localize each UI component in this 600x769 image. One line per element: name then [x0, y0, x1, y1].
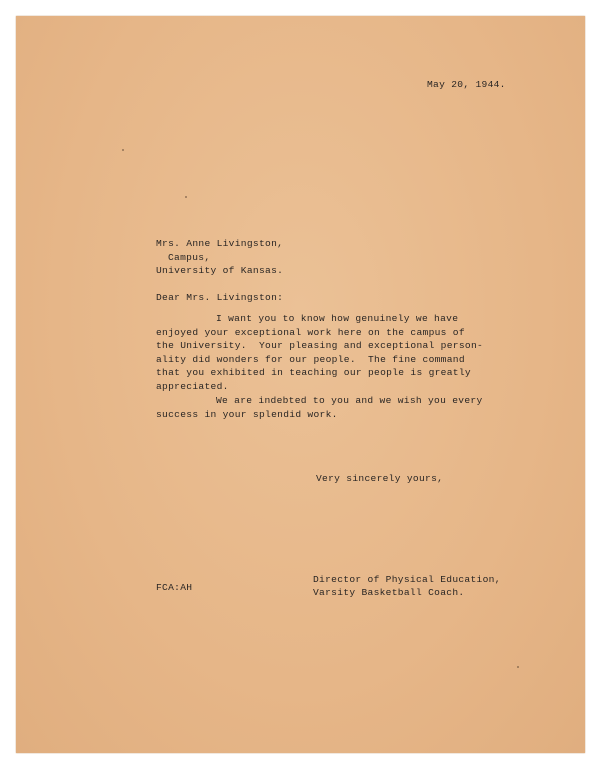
recipient-address-line-2: University of Kansas. — [156, 265, 284, 276]
paragraph-2-line: We are indebted to you and we wish you every — [216, 395, 483, 406]
letter-date: May 20, 1944. — [427, 79, 506, 90]
paper-speck — [185, 196, 187, 198]
paragraph-1-line: ality did wonders for our people. The fine command — [156, 354, 465, 365]
paper-speck — [122, 149, 124, 151]
recipient-address-line-1: Campus, — [168, 252, 211, 263]
closing: Very sincerely yours, — [316, 473, 444, 484]
paragraph-1-line: appreciated. — [156, 381, 229, 392]
paragraph-1-line: the University. Your pleasing and exceptional person- — [156, 340, 484, 351]
paragraph-1-line: I want you to know how genuinely we have — [216, 313, 459, 324]
salutation: Dear Mrs. Livingston: — [156, 292, 284, 303]
paragraph-1-line: enjoyed your exceptional work here on the campus of — [156, 327, 465, 338]
letter-page — [16, 16, 585, 753]
paragraph-2-line: success in your splendid work. — [156, 409, 338, 420]
typist-initials: FCA:AH — [156, 582, 193, 593]
paragraph-1-line: that you exhibited in teaching our people is greatly — [156, 367, 471, 378]
signature-title-line-1: Director of Physical Education, — [313, 574, 501, 585]
recipient-name: Mrs. Anne Livingston, — [156, 238, 284, 249]
paper-speck — [517, 666, 519, 668]
signature-title-line-2: Varsity Basketball Coach. — [313, 587, 465, 598]
